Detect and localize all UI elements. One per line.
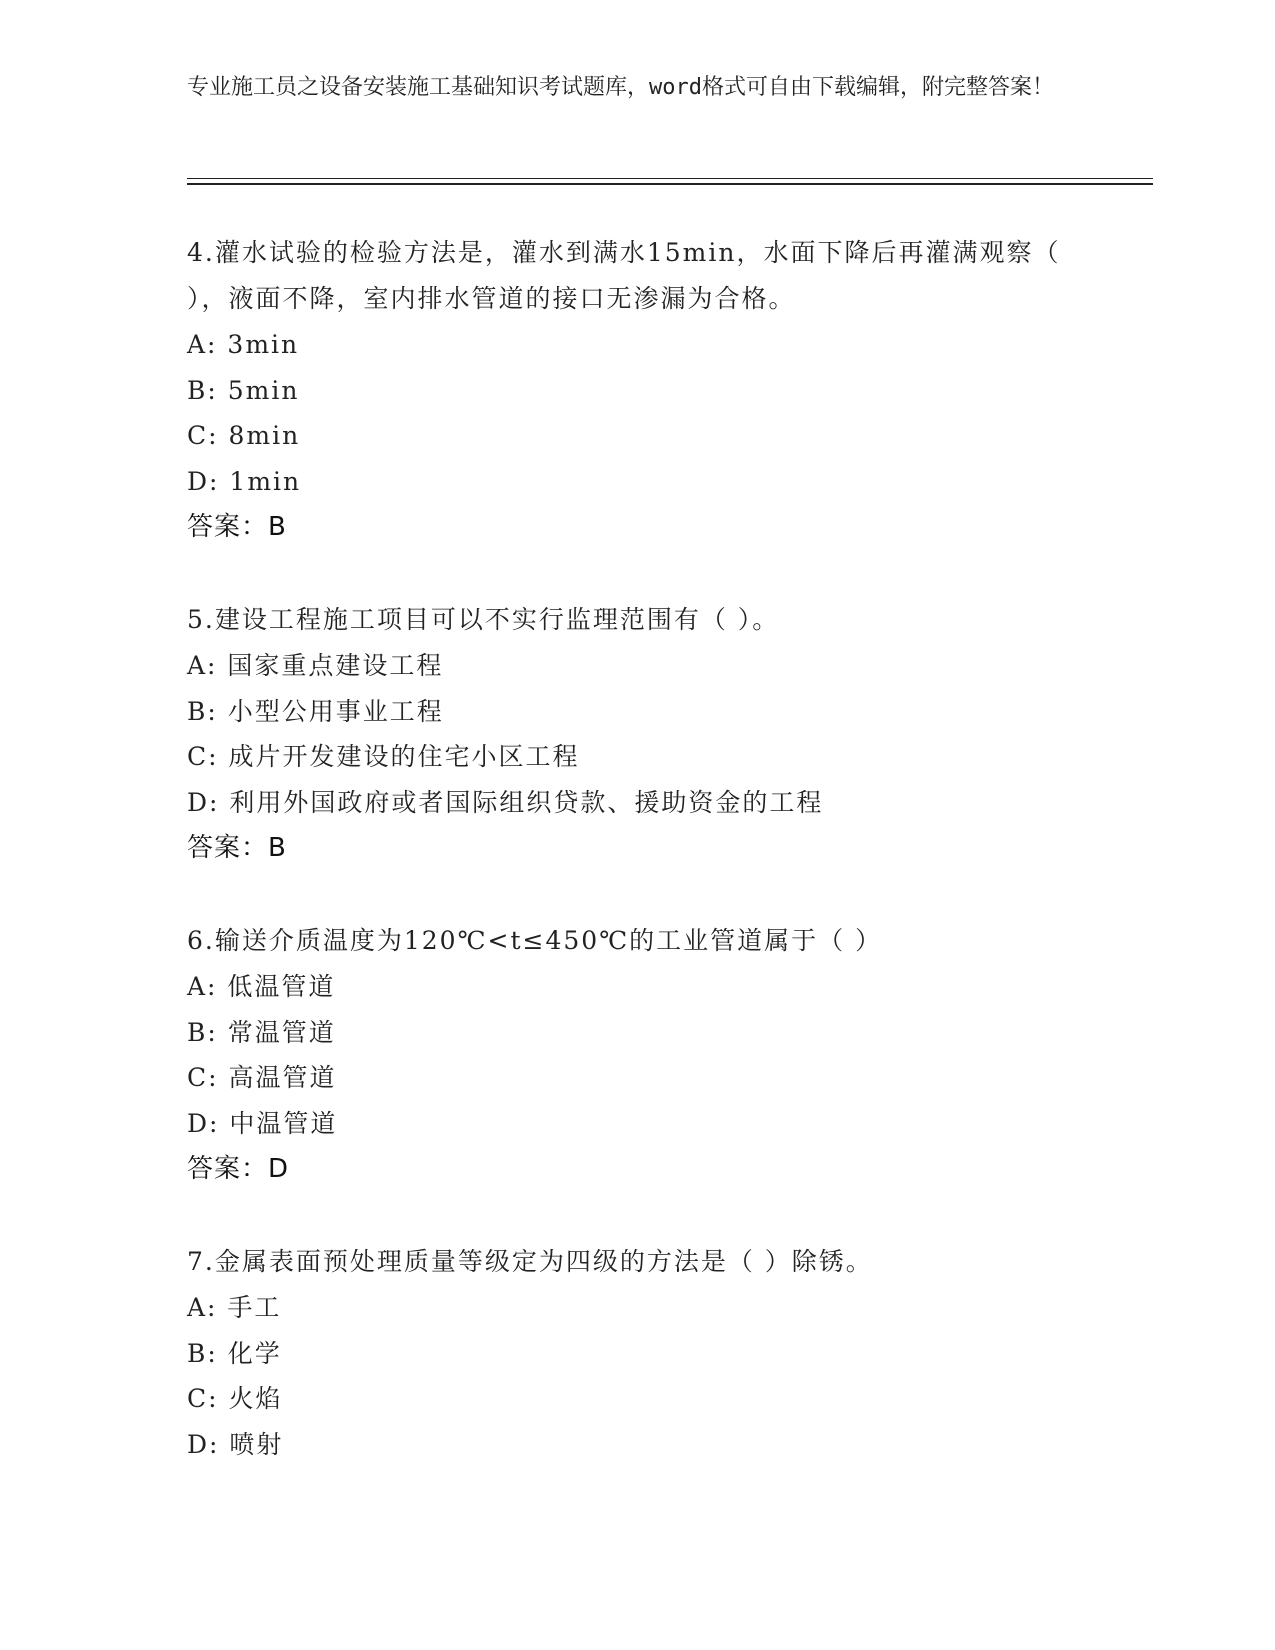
question-6 bbox=[187, 918, 1087, 1192]
option-b: B: 常温管道 bbox=[187, 1017, 336, 1047]
question-stem: 4.灌水试验的检验方法是，灌水到满水15min，水面下降后再灌满观察（ ），液面不降，室内排水管道的接口无渗漏为合格。 bbox=[187, 238, 1061, 313]
option-b: B: 化学 bbox=[187, 1338, 282, 1368]
option-d: D: 中温管道 bbox=[187, 1108, 338, 1138]
question-stem: 5.建设工程施工项目可以不实行监理范围有（ ）。 bbox=[187, 605, 780, 634]
question-4 bbox=[187, 230, 1087, 550]
option-d: D: 1min bbox=[187, 466, 302, 496]
question-list bbox=[187, 230, 1087, 1514]
header-divider-thin bbox=[187, 178, 1153, 179]
option-a: A: 低温管道 bbox=[187, 972, 336, 1001]
option-d: D: 利用外国政府或者国际组织贷款、援助资金的工程 bbox=[187, 787, 824, 817]
option-b: B: 小型公用事业工程 bbox=[187, 696, 444, 726]
question-stem: 6.输送介质温度为120℃<t≤450℃的工业管道属于（ ） bbox=[187, 926, 883, 955]
question-stem: 7.金属表面预处理质量等级定为四级的方法是（ ）除锈。 bbox=[187, 1247, 873, 1276]
header-divider-thick bbox=[187, 183, 1153, 185]
document-header: 专业施工员之设备安装施工基础知识考试题库，word格式可自由下载编辑，附完整答案！ bbox=[187, 75, 1054, 100]
option-d: D: 喷射 bbox=[187, 1429, 284, 1459]
question-5 bbox=[187, 597, 1087, 871]
option-c: C: 火焰 bbox=[187, 1384, 283, 1413]
option-c: C: 高温管道 bbox=[187, 1063, 337, 1092]
option-b: B: 5min bbox=[187, 375, 300, 405]
answer: 答案：B bbox=[187, 512, 287, 542]
option-a: A: 国家重点建设工程 bbox=[187, 651, 444, 680]
answer: 答案：D bbox=[187, 1154, 290, 1184]
option-c: C: 成片开发建设的住宅小区工程 bbox=[187, 742, 580, 771]
answer: 答案：B bbox=[187, 833, 287, 863]
option-c: C: 8min bbox=[187, 421, 301, 450]
question-7 bbox=[187, 1239, 1087, 1467]
option-a: A: 手工 bbox=[187, 1293, 282, 1322]
option-a: A: 3min bbox=[187, 330, 300, 359]
